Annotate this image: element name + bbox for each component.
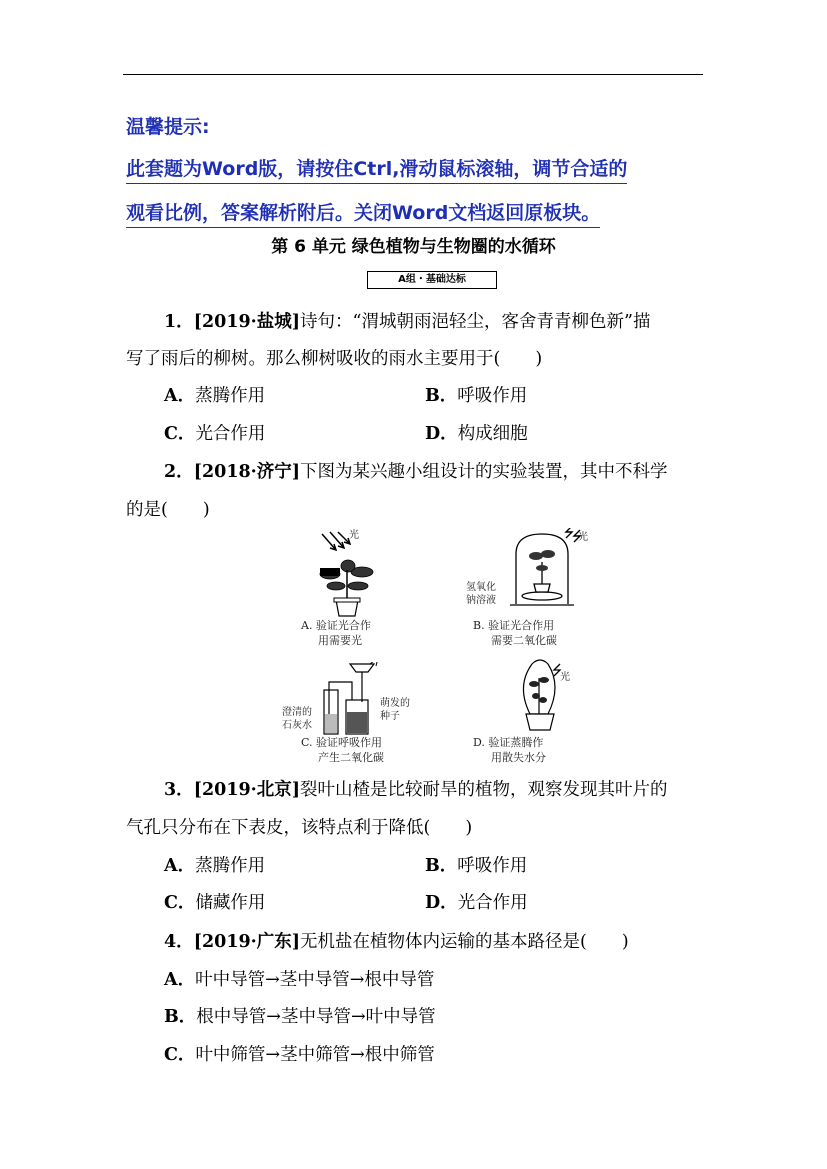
q1-line-1 xyxy=(164,308,650,333)
tip-heading: 温馨提示: xyxy=(126,116,210,138)
figure-a-plant xyxy=(300,528,390,618)
q2-text-1: 下图为某兴趣小组设计的实验装置，其中不科学 xyxy=(300,462,668,482)
figure-b-light-label: 光 xyxy=(578,532,588,543)
figure-d-light-label: 光 xyxy=(560,672,570,683)
q3-number: 3． xyxy=(164,780,194,800)
q3-option-a: A．蒸腾作用 xyxy=(164,856,266,876)
q4-option-b: B．根中导管→茎中导管→叶中导管 xyxy=(164,1007,436,1027)
q2-number: 2． xyxy=(164,462,194,482)
q3-source: [2019·北京] xyxy=(193,780,301,800)
q2-source: [2018·济宁] xyxy=(193,462,301,482)
figure-b-label-2: 钠溶液 xyxy=(466,595,496,606)
q4-number: 4． xyxy=(164,932,194,952)
unit-title: 第 6 单元 绿色植物与生物圈的水循环 xyxy=(271,237,556,257)
q1-option-a: A．蒸腾作用 xyxy=(164,386,266,406)
figure-d-bagged-plant xyxy=(510,656,580,732)
q4-line-1 xyxy=(164,928,629,953)
tip-line-2: 观看比例，答案解析附后。关闭Word文档返回原板块。 xyxy=(126,198,600,228)
q1-option-c: C．光合作用 xyxy=(164,424,266,444)
q1-text-1: 诗句：“渭城朝雨浥轻尘，客舍青青柳色新”描 xyxy=(300,312,651,332)
q3-option-d: D．光合作用 xyxy=(425,893,528,913)
figure-a-light-label: 光 xyxy=(349,530,359,541)
q1-text-2: 写了雨后的柳树。那么柳树吸收的雨水主要用于( ) xyxy=(126,349,543,369)
q3-line-1 xyxy=(164,776,668,801)
q1-option-b: B．呼吸作用 xyxy=(425,386,528,406)
figure-c-label-4: 种子 xyxy=(380,711,400,722)
q4-option-a: A．叶中导管→茎中导管→根中导管 xyxy=(164,970,435,990)
figure-c-label-2: 石灰水 xyxy=(282,720,312,731)
figure-c-label-1: 澄清的 xyxy=(282,707,312,718)
figure-a-caption-2: 用需要光 xyxy=(318,634,362,647)
q3-option-b: B．呼吸作用 xyxy=(425,856,528,876)
q3-text-1: 裂叶山楂是比较耐旱的植物，观察发现其叶片的 xyxy=(300,780,668,800)
figure-c-caption-1: C. 验证呼吸作用 xyxy=(301,736,383,749)
header-rule xyxy=(123,74,703,75)
figure-d-caption-2: 用散失水分 xyxy=(491,751,546,764)
q2-text-2: 的是( ) xyxy=(126,500,210,520)
q4-text: 无机盐在植物体内运输的基本路径是( ) xyxy=(300,932,629,952)
q1-number: 1． xyxy=(164,312,194,332)
figure-d-caption-1: D. 验证蒸腾作 xyxy=(473,736,544,749)
figure-b-caption-2: 需要二氧化碳 xyxy=(491,634,557,647)
q4-source: [2019·广东] xyxy=(193,932,301,952)
figure-b-caption-1: B. 验证光合作用 xyxy=(473,619,555,632)
figure-c-label-3: 萌发的 xyxy=(380,698,410,709)
group-badge: A组・基础达标 xyxy=(367,271,497,289)
q2-line-1 xyxy=(164,458,668,483)
figure-b-label-1: 氢氧化 xyxy=(466,582,496,593)
figure-c-caption-2: 产生二氧化碳 xyxy=(318,751,384,764)
q1-source: [2019·盐城] xyxy=(193,312,301,332)
figure-a-caption-1: A. 验证光合作 xyxy=(301,619,371,632)
q4-option-c: C．叶中筛管→茎中筛管→根中筛管 xyxy=(164,1045,435,1065)
q1-option-d: D．构成细胞 xyxy=(425,424,528,444)
tip-line-1: 此套题为Word版，请按住Ctrl,滑动鼠标滚轴，调节合适的 xyxy=(126,154,627,184)
q3-text-2: 气孔只分布在下表皮，该特点利于降低( ) xyxy=(126,818,473,838)
q3-option-c: C．储藏作用 xyxy=(164,893,266,913)
